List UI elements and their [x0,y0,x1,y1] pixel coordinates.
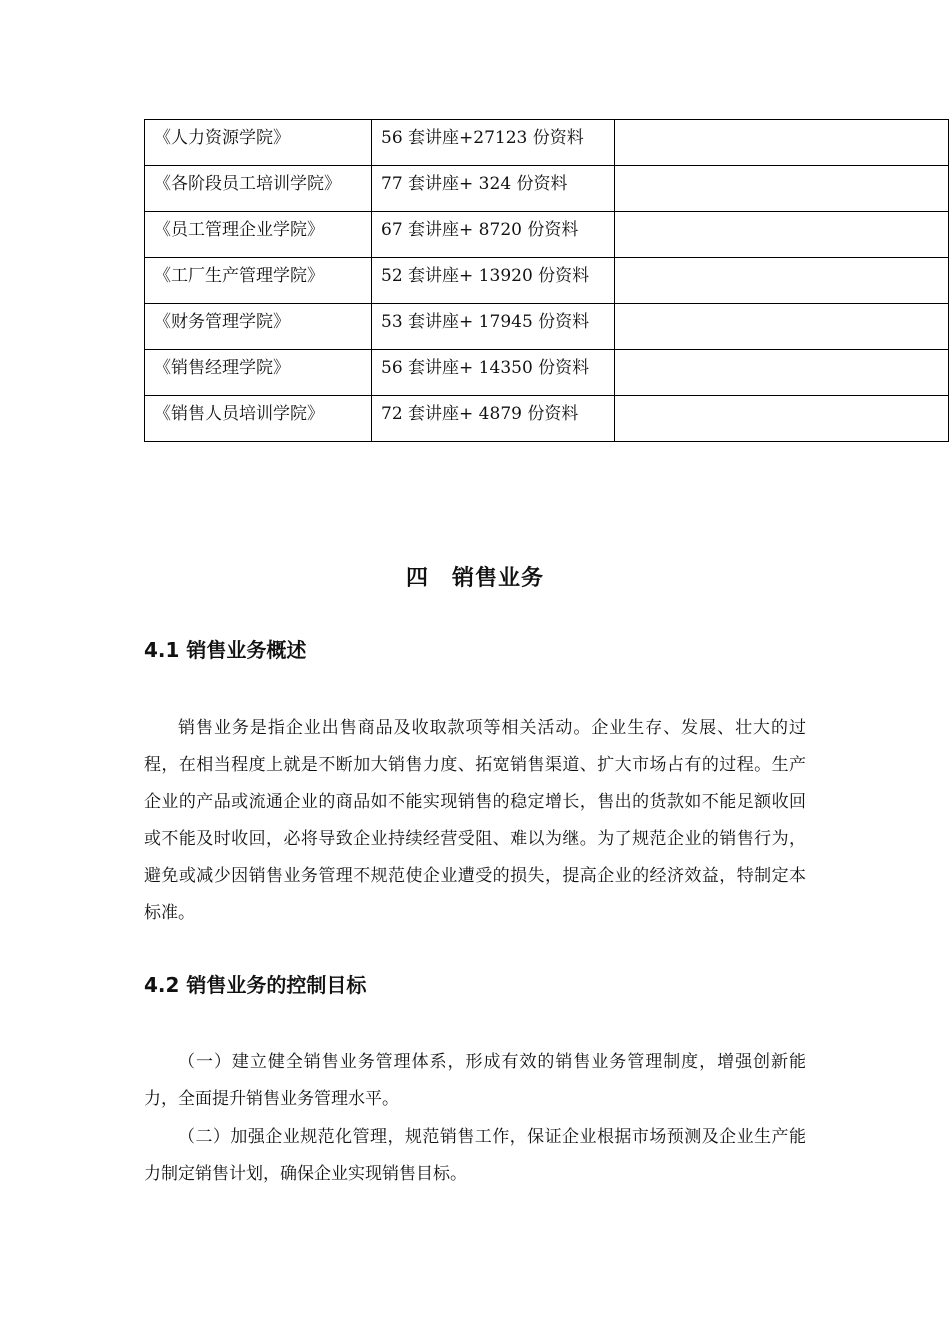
table-cell-name: 《员工管理企业学院》 [145,212,372,258]
table-row [145,304,949,350]
table-cell-note [615,350,949,396]
overview-paragraph: 销售业务是指企业出售商品及收取款项等相关活动。企业生存、发展、壮大的过程，在相当程度上就是不断加大销售力度、拓宽销售渠道、扩大市场占有的过程。生产企业的产品或流通企业的商品如不能实现销售的稳定增长，售出的货款如不能足额收回或不能及时收回，必将导致企业持续经营受阻、难以为继。为了规范企业的销售行为，避免或减少因销售业务管理不规范使企业遭受的损失，提高企业的经济效益，特制定本标准。 [144,718,806,923]
table-row [145,350,949,396]
table-cell-name: 《销售经理学院》 [145,350,372,396]
objective-item-2: （二）加强企业规范化管理，规范销售工作，保证企业根据市场预测及企业生产能力制定销售计划，确保企业实现销售目标。 [144,1127,806,1184]
objective-item-1: （一）建立健全销售业务管理体系，形成有效的销售业务管理制度，增强创新能力，全面提升销售业务管理水平。 [144,1052,806,1109]
table-cell-note [615,120,949,166]
table-cell-name: 《销售人员培训学院》 [145,396,372,442]
table-cell-note [615,166,949,212]
section-title: 四 销售业务 [405,565,544,591]
table-cell-note [615,396,949,442]
table-cell-note [615,304,949,350]
table-cell-content: 67 套讲座+ 8720 份资料 [372,212,615,258]
table-cell-content: 53 套讲座+ 17945 份资料 [372,304,615,350]
table-row [145,166,949,212]
table-row [145,212,949,258]
table-cell-note [615,258,949,304]
table-cell-content: 77 套讲座+ 324 份资料 [372,166,615,212]
table-cell-name: 《工厂生产管理学院》 [145,258,372,304]
subsection-heading-objectives: 4.2 销售业务的控制目标 [144,973,367,997]
table-cell-content: 56 套讲座+27123 份资料 [372,120,615,166]
table-cell-content: 56 套讲座+ 14350 份资料 [372,350,615,396]
table-cell-name: 《人力资源学院》 [145,120,372,166]
table-cell-content: 52 套讲座+ 13920 份资料 [372,258,615,304]
table-row [145,120,949,166]
resource-table [144,119,949,442]
table-cell-content: 72 套讲座+ 4879 份资料 [372,396,615,442]
table-row [145,396,949,442]
table-cell-note [615,212,949,258]
table-cell-name: 《财务管理学院》 [145,304,372,350]
table-cell-name: 《各阶段员工培训学院》 [145,166,372,212]
subsection-heading-overview: 4.1 销售业务概述 [144,638,307,662]
table-row [145,258,949,304]
